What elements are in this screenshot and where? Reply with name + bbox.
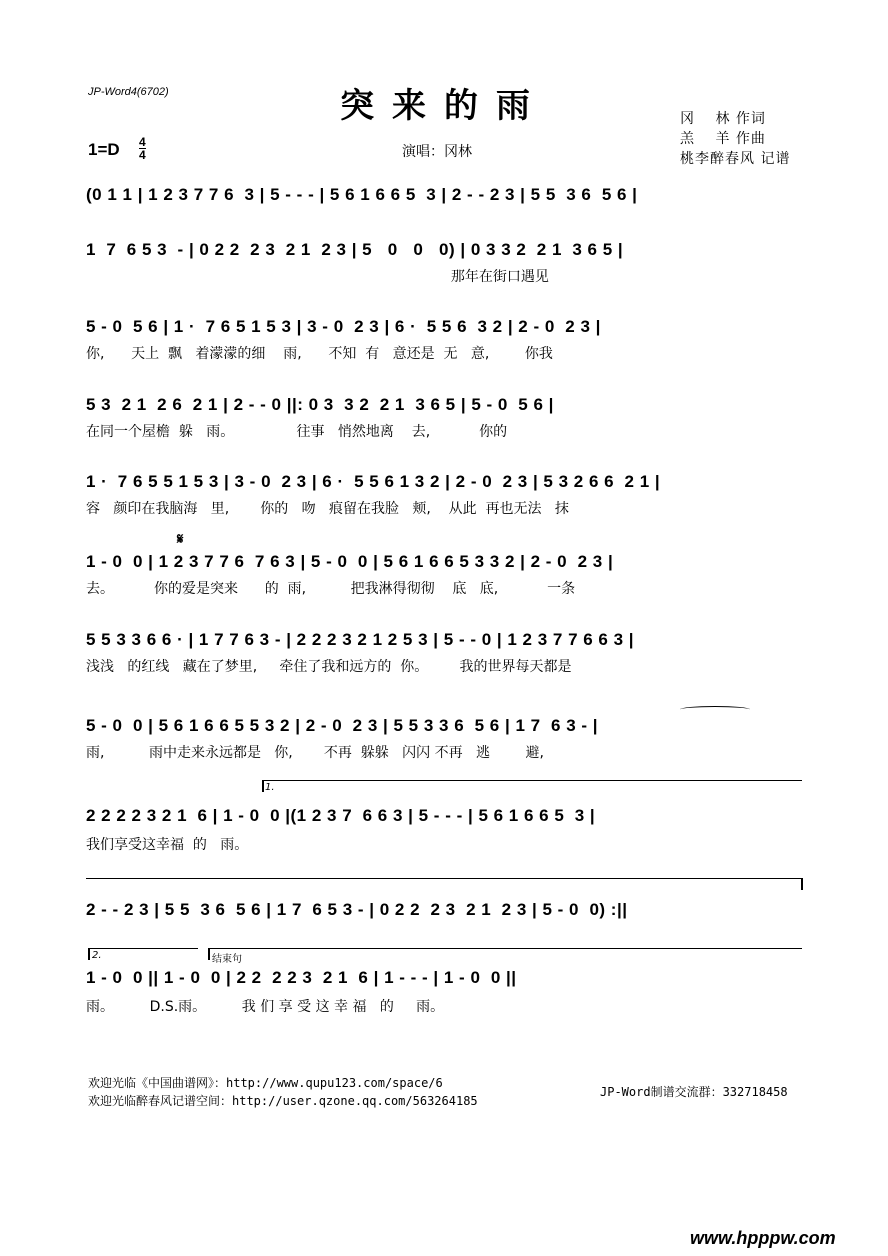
notes-row-9: 2 2 2 2 3 2 1 6 | 1 - 0 0 |(1 2 3 7 6 6 3 | 5 - - - | 5 6 1 6 6 5 3 | — [86, 806, 596, 825]
ending-1-bracket-tick — [262, 780, 264, 792]
lyrics-row-8: 雨, 雨中走来永远都是 你, 不再 躲躲 闪闪 不再 逃 避, — [86, 745, 545, 761]
lyricist-credit: 冈 林 作词 — [680, 111, 766, 127]
ending-1-continuation — [86, 878, 802, 879]
song-title: 突来的雨 — [340, 86, 548, 126]
coda-bracket — [208, 948, 802, 949]
lyrics-row-5: 容 颜印在我脑海 里, 你的 吻 痕留在我脸 颊, 从此 再也无法 抹 — [86, 501, 569, 517]
footer-link-qzone[interactable]: 欢迎光临醉春风记谱空间：http://user.qzone.qq.com/563264185 — [88, 1094, 478, 1108]
notes-row-3: 5 - 0 5 6 | 1 · 7 6 5 1 5 3 | 3 - 0 2 3 | 6 · 5 5 6 3 2 | 2 - 0 2 3 | — [86, 317, 601, 336]
footer-group-info: JP-Word制谱交流群：332718458 — [600, 1085, 788, 1099]
notes-row-6: 1 - 0 0 | 1 2 3 7 7 6 7 6 3 | 5 - 0 0 | 5 6 1 6 6 5 3 3 2 | 2 - 0 2 3 | — [86, 552, 614, 571]
score-code: JP-Word4(6702) — [88, 86, 169, 98]
notes-row-7: 5 5 3 3 6 6 · | 1 7 7 6 3 - | 2 2 2 3 2 1 2 5 3 | 5 - - 0 | 1 2 3 7 7 6 6 3 | — [86, 630, 635, 649]
notes-row-10: 2 - - 2 3 | 5 5 3 6 5 6 | 1 7 6 5 3 - | 0 2 2 2 3 2 1 2 3 | 5 - 0 0) :|| — [86, 900, 628, 919]
time-bottom: 4 — [139, 148, 146, 162]
singer-credit: 演唱：冈林 — [402, 144, 472, 160]
notes-row-4: 5 3 2 1 2 6 2 1 | 2 - - 0 ||: 0 3 3 2 2 1 3 6 5 | 5 - 0 5 6 | — [86, 395, 554, 414]
lyrics-row-7: 浅浅 的红线 藏在了梦里, 牵住了我和远方的 你。 我的世界每天都是 — [86, 659, 572, 675]
key-signature: 1=D — [88, 140, 120, 159]
notes-row-5: 1 · 7 6 5 5 1 5 3 | 3 - 0 2 3 | 6 · 5 5 6 1 3 2 | 2 - 0 2 3 | 5 3 2 6 6 2 1 | — [86, 472, 661, 491]
coda-label: 结束句 — [212, 954, 242, 965]
lyrics-row-4: 在同一个屋檐 躲 雨。 往事 悄然地离 去, 你的 — [86, 424, 508, 440]
ending-2-label: 2. — [92, 950, 102, 961]
ending-1-end-tick — [801, 878, 803, 890]
site-watermark: www.hpppw.com — [690, 1228, 836, 1248]
segno-sign: 𝄋 — [177, 530, 184, 548]
ending-2-bracket-tick — [88, 948, 90, 960]
ending-1-label: 1. — [265, 782, 275, 793]
lyrics-row-11: 雨。 D.S.雨。 我 们 享 受 这 幸 福 的 雨。 — [86, 999, 445, 1015]
slur-mark — [680, 706, 750, 713]
notes-row-2: 1 7 6 5 3 - | 0 2 2 2 3 2 1 2 3 | 5 0 0 0) | 0 3 3 2 2 1 3 6 5 | — [86, 240, 624, 259]
ending-2-bracket — [88, 948, 198, 949]
ending-1-bracket — [262, 780, 802, 781]
coda-bracket-tick — [208, 948, 210, 960]
lyrics-row-3: 你, 天上 飘 着濛濛的细 雨, 不知 有 意还是 无 意, 你我 — [86, 346, 553, 362]
lyrics-row-2: 那年在街口遇见 — [86, 269, 549, 285]
footer-link-qupu[interactable]: 欢迎光临《中国曲谱网》：http://www.qupu123.com/space/6 — [88, 1076, 443, 1090]
notes-row-11: 1 - 0 0 || 1 - 0 0 | 2 2 2 2 3 2 1 6 | 1 - - - | 1 - 0 0 || — [86, 968, 517, 987]
lyrics-row-9: 我们享受这幸福 的 雨。 — [86, 837, 249, 853]
transcriber-credit: 桃李醉春风 记谱 — [680, 151, 791, 167]
lyrics-row-6: 去。 你的爱是突来 的 雨, 把我淋得彻彻 底 底, 一条 — [86, 581, 576, 597]
notes-row-1: (0 1 1 | 1 2 3 7 7 6 3 | 5 - - - | 5 6 1 6 6 5 3 | 2 - - 2 3 | 5 5 3 6 5 6 | — [86, 185, 638, 204]
time-signature — [139, 136, 146, 161]
time-top: 4 — [139, 135, 146, 149]
composer-credit: 羔 羊 作曲 — [680, 131, 766, 147]
notes-row-8: 5 - 0 0 | 5 6 1 6 6 5 5 3 2 | 2 - 0 2 3 | 5 5 3 3 6 5 6 | 1 7 6 3 - | — [86, 716, 599, 735]
